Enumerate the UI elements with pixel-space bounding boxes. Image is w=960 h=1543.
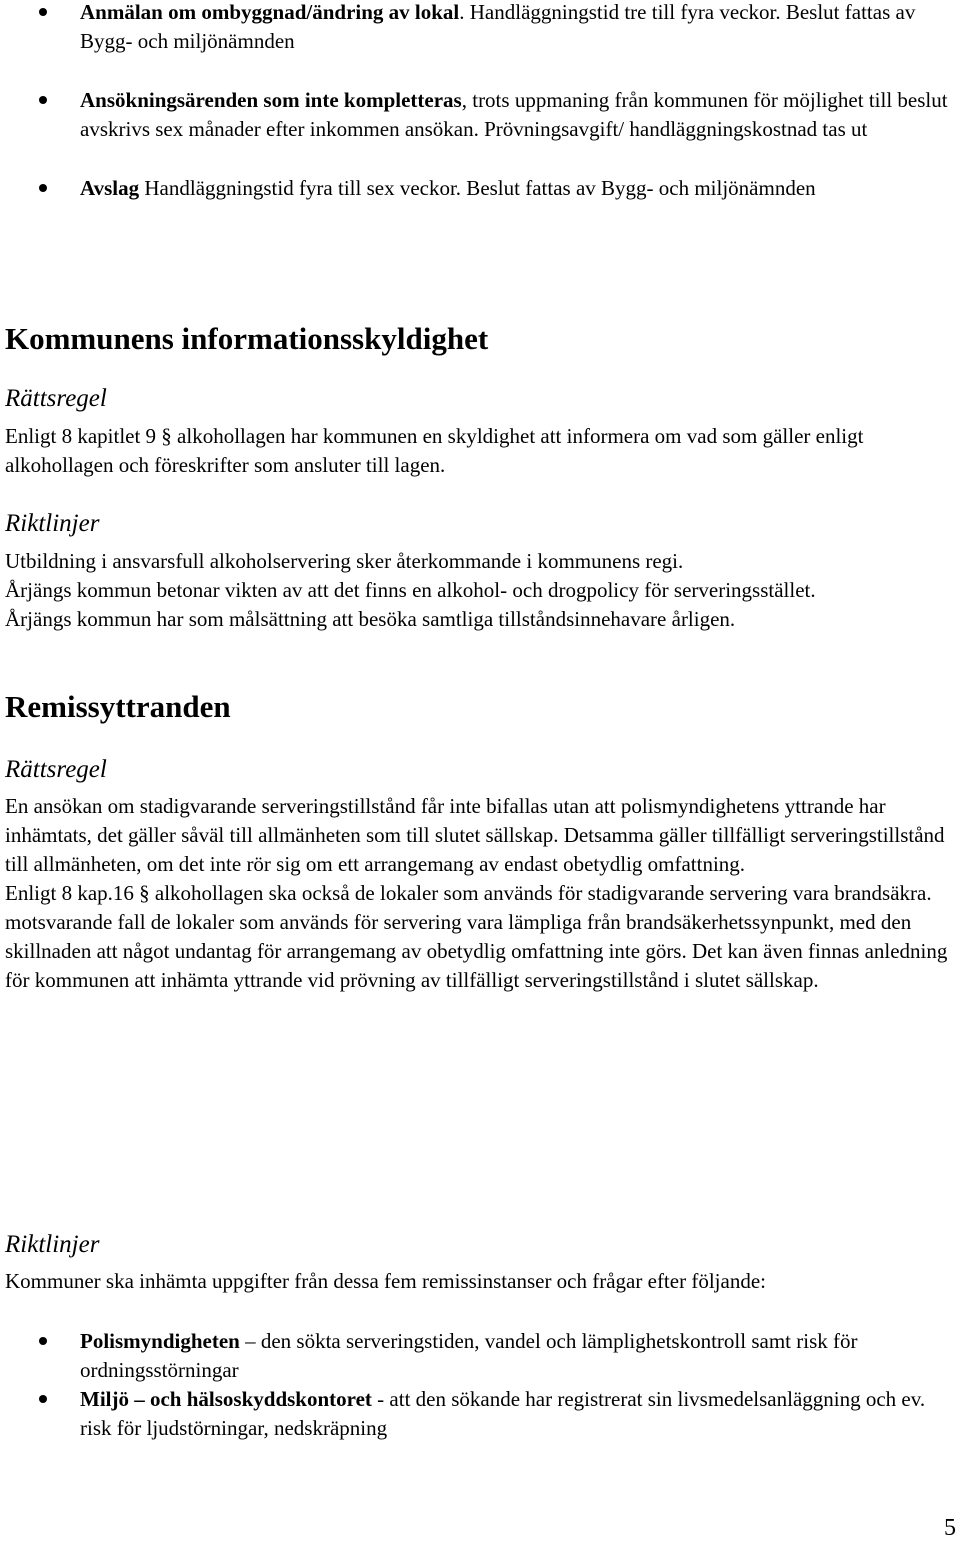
paragraph-riktlinjer-intro: Kommuner ska inhämta uppgifter från dessa fem remissinstanser och frågar efter följande: <box>5 1269 766 1293</box>
rattsregel-remiss-block <box>5 792 957 995</box>
subheading-riktlinjer: Riktlinjer <box>5 510 100 537</box>
list-item: Polismyndigheten – den sökta serveringstiden, vandel och lämplighetskontroll samt risk för ordningsstörningar <box>80 1327 956 1385</box>
riktlinjer-block <box>5 547 957 634</box>
section-heading-informationsskyldighet: Kommunens informationsskyldighet <box>5 321 489 356</box>
riktlinje-line: Utbildning i ansvarsfull alkoholservering sker återkommande i kommunens regi. <box>5 549 684 573</box>
remissinstanser-list <box>80 1327 956 1443</box>
riktlinje-line: Årjängs kommun betonar vikten av att det finns en alkohol- och drogpolicy för serveringsstället. <box>5 578 816 602</box>
subheading-rattsregel-remiss: Rättsregel <box>5 756 107 783</box>
list-item: Ansökningsärenden som inte kompletteras, trots uppmaning från kommunen för möjlighet till beslut avskrivs sex månader efter inkommen ansökan. Prövningsavgift/ handläggningskostnad tas ut <box>80 86 956 144</box>
subheading-rattsregel: Rättsregel <box>5 385 107 412</box>
section-heading-remissyttranden: Remissyttranden <box>5 689 231 724</box>
list-item: Avslag Handläggningstid fyra till sex veckor. Beslut fattas av Bygg- och miljönämnden <box>80 174 956 203</box>
subheading-riktlinjer-remiss: Riktlinjer <box>5 1231 100 1258</box>
riktlinje-line: Årjängs kommun har som målsättning att besöka samtliga tillståndsinnehavare årligen. <box>5 607 736 631</box>
paragraph: Enligt 8 kap.16 § alkohollagen ska också de lokaler som används för stadigvarande servering vara brandsäkra. motsvarande fall de lokaler som används för servering vara lämpliga från brandsäkerhetssynpunkt, med den skillnaden att något undantag för arrangemang av obetydlig omfattning inte görs. Det kan även finnas anledning för kommunen att inhämta yttrande vid prövning av tillfälligt serveringstillstånd i slutet sällskap. <box>5 881 948 992</box>
list-item: Anmälan om ombyggnad/ändring av lokal. Handläggningstid tre till fyra veckor. Beslut fattas av Bygg- och miljönämnden <box>80 0 956 56</box>
page-number: 5 <box>944 1515 956 1541</box>
handlaggning-list <box>80 0 956 203</box>
paragraph-rattsregel: Enligt 8 kapitlet 9 § alkohollagen har kommunen en skyldighet att informera om vad som gäller enligt alkohollagen och föreskrifter som ansluter till lagen. <box>5 424 864 477</box>
list-item: Miljö – och hälsoskyddskontoret - att den sökande har registrerat sin livsmedelsanläggning och ev. risk för ljudstörningar, nedskräpning <box>80 1385 956 1443</box>
paragraph: En ansökan om stadigvarande serveringstillstånd får inte bifallas utan att polismyndighetens yttrande har inhämtats, det gäller såväl till allmänheten som till slutet sällskap. Detsamma gäller tillfälligt serveringstillstånd till allmänheten, om det inte rör sig om ett arrangemang av endast obetydlig omfattning. <box>5 794 945 876</box>
